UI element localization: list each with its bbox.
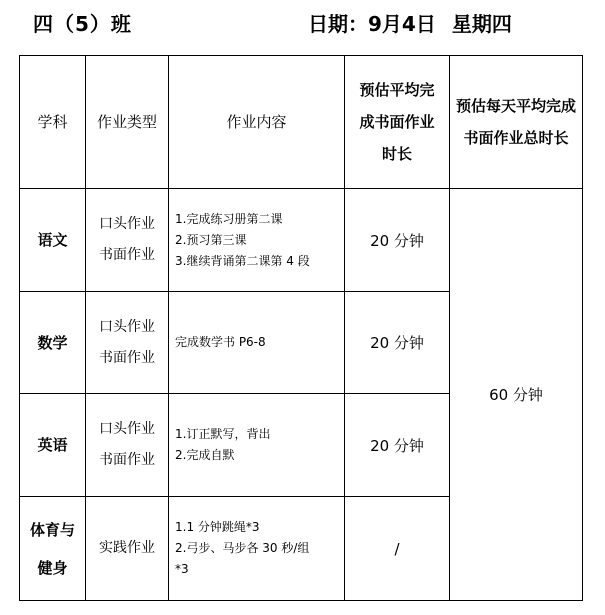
duration-cell: 20 分钟 [345,292,450,394]
header-avg-time-line: 成书面作业 [359,113,435,131]
header-type: 作业类型 [86,56,169,189]
content-line: *3 [175,562,189,576]
class-title: 四（5）班 [33,12,132,36]
homework-table [19,55,583,601]
content-cell [169,189,345,292]
header-daily-total-line: 预估每天平均完成 [455,97,576,115]
content-line: 1.订正默写，背出 [175,427,271,441]
content-cell [169,394,345,497]
type-label: 口头作业 [99,318,155,335]
header-daily-total-line: 书面作业总时长 [463,129,569,147]
header-avg-time-line: 预估平均完 [359,81,435,99]
weekday-label: 星期四 [451,12,512,36]
subject-cell [20,189,86,292]
type-cell [86,189,169,292]
subject-label: 英语 [37,436,68,454]
subject-label: 健身 [37,558,68,577]
header-content: 作业内容 [169,56,345,189]
subject-cell [20,497,86,601]
duration-cell: / [345,497,450,601]
subject-label: 体育与 [29,520,75,539]
content-line: 2.完成自默 [175,448,235,462]
duration-cell: 20 分钟 [345,189,450,292]
content-cell [169,292,345,394]
header-avg-time-line: 时长 [381,145,412,163]
content-line: 3.继续背诵第二课第 4 段 [175,253,310,268]
content-line: 1.完成练习册第二课 [175,211,283,226]
subject-cell [20,394,86,497]
content-line: 1.1 分钟跳绳*3 [175,520,260,534]
type-label: 实践作业 [99,540,155,556]
type-label: 口头作业 [99,421,155,437]
duration-cell: 20 分钟 [345,394,450,497]
date-label: 日期：9月4日 [308,12,436,36]
type-cell [86,394,169,497]
type-label: 书面作业 [99,349,155,366]
header-avg-time [345,56,450,189]
table-row [20,189,583,292]
daily-total-cell: 60 分钟 [450,189,583,601]
type-label: 书面作业 [99,452,155,468]
content-line: 完成数学书 P6-8 [175,335,266,349]
subject-cell [20,292,86,394]
content-cell [169,497,345,601]
header-daily-total [450,56,583,189]
content-line: 2.弓步、马步各 30 秒/组 [175,541,310,555]
header-subject: 学科 [20,56,86,189]
type-cell [86,292,169,394]
subject-label: 数学 [37,333,68,352]
type-label: 口头作业 [99,216,155,232]
type-cell [86,497,169,601]
subject-label: 语文 [37,231,68,249]
table-header-row [20,56,583,189]
content-line: 2.预习第三课 [175,232,247,247]
type-label: 书面作业 [99,247,155,263]
date-line [308,8,512,37]
